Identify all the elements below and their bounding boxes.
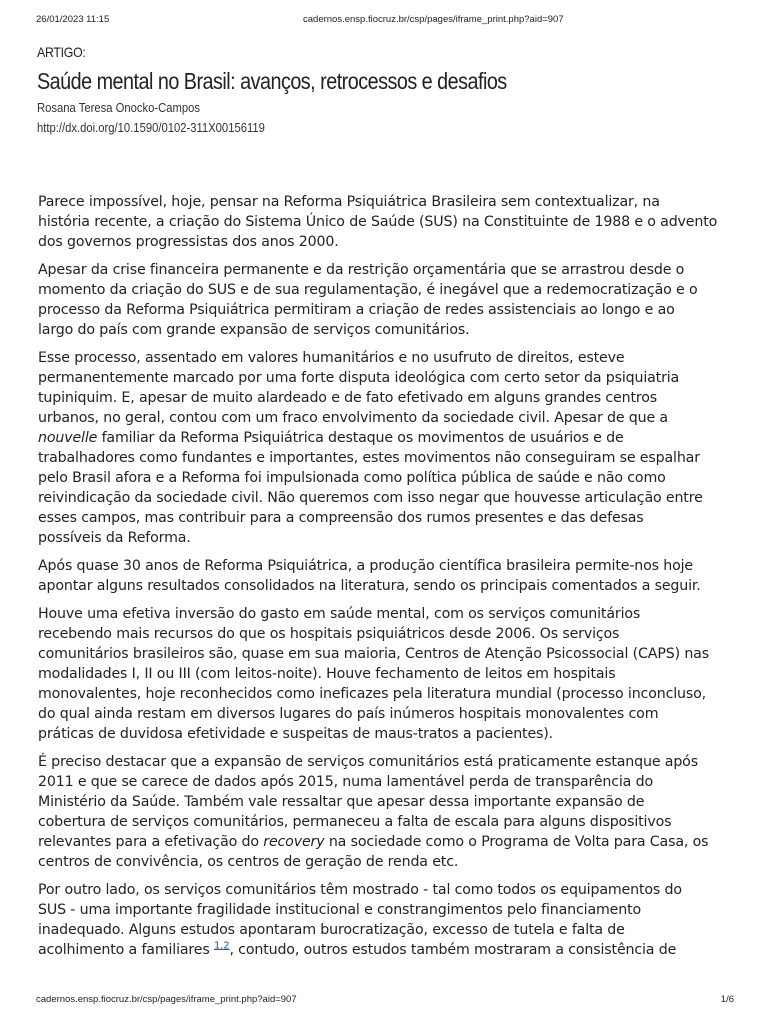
text-line xyxy=(38,448,738,468)
text-line xyxy=(38,508,738,528)
text-line xyxy=(38,812,738,832)
text-segment: Após quase 30 anos de Reforma Psiquiátrica, a produção científica brasileira permite-nos hoje xyxy=(38,558,694,574)
text-segment: acolhimento a familiares xyxy=(38,942,214,958)
text-line xyxy=(38,428,738,448)
text-line xyxy=(38,260,738,280)
text-line xyxy=(38,624,738,644)
text-segment: modalidades I, II ou III (com leitos-noite). Houve fechamento de leitos em hospitais xyxy=(38,666,616,682)
text-line xyxy=(38,724,738,744)
text-segment: Esse processo, assentado em valores humanitários e no usufruto de direitos, esteve xyxy=(38,350,625,366)
text-segment: Por outro lado, os serviços comunitários têm mostrado - tal como todos os equipamentos do xyxy=(38,882,682,898)
article-title: Saúde mental no Brasil: avanços, retrocessos e desafios xyxy=(37,68,507,94)
text-line xyxy=(38,704,738,724)
text-segment: história recente, a criação do Sistema Único de Saúde (SUS) na Constituinte de 1988 e o advento xyxy=(38,214,718,230)
text-segment: centros de convivência, os centros de geração de renda etc. xyxy=(38,854,459,870)
article-header xyxy=(37,44,737,135)
text-segment: Apesar da crise financeira permanente e da restrição orçamentária que se arrastrou desde o xyxy=(38,262,685,278)
text-line xyxy=(38,528,738,548)
text-segment: largo do país com grande expansão de serviços comunitários. xyxy=(38,322,470,338)
text-line xyxy=(38,940,738,960)
text-line xyxy=(38,772,738,792)
text-segment: momento da criação do SUS e de sua regulamentação, é inegável que a redemocratização e o xyxy=(38,282,698,298)
text-segment: do qual ainda restam em diversos lugares do país inúmeros hospitais monovalentes com xyxy=(38,706,659,722)
text-segment: SUS - uma importante fragilidade institucional e constrangimentos pelo financiamento xyxy=(38,902,642,918)
text-segment: Houve uma efetiva inversão do gasto em saúde mental, com os serviços comunitários xyxy=(38,606,641,622)
text-line xyxy=(38,320,738,340)
text-segment: Parece impossível, hoje, pensar na Reforma Psiquiátrica Brasileira sem contextualizar, na xyxy=(38,194,660,210)
paragraph xyxy=(38,348,738,548)
print-datetime: 26/01/2023 11:15 xyxy=(36,14,110,25)
text-line xyxy=(38,752,738,772)
text-line xyxy=(38,388,738,408)
text-segment: familiar da Reforma Psiquiátrica destaque os movimentos de usuários e de xyxy=(97,430,624,446)
text-segment: processo da Reforma Psiquiátrica permitiram a criação de redes assistenciais ao longo e ao xyxy=(38,302,675,318)
text-segment: , contudo, outros estudos também mostraram a consistência de xyxy=(229,942,677,958)
article-body xyxy=(38,192,738,968)
text-segment: É preciso destacar que a expansão de serviços comunitários está praticamente estanque após xyxy=(38,754,698,770)
text-line xyxy=(38,488,738,508)
text-line xyxy=(38,664,738,684)
text-line xyxy=(38,408,738,428)
paragraph xyxy=(38,752,738,872)
text-segment: pelo Brasil afora e a Reforma foi impulsionada como política pública de saúde e não como xyxy=(38,470,666,486)
text-segment: relevantes para a efetivação do xyxy=(38,834,264,850)
text-segment: reivindicação da sociedade civil. Não queremos com isso negar que houvesse articulação entre xyxy=(38,490,703,506)
text-segment: práticas de duvidosa efetividade e suspeitas de maus-tratos a pacientes). xyxy=(38,726,554,742)
text-line xyxy=(38,900,738,920)
italic-term: nouvelle xyxy=(38,430,98,446)
text-line xyxy=(38,192,738,212)
text-line xyxy=(38,792,738,812)
text-segment: apontar alguns resultados consolidados na literatura, sendo os principais comentados a seguir. xyxy=(38,578,701,594)
paragraph xyxy=(38,556,738,596)
text-segment: inadequado. Alguns estudos apontaram burocratização, excesso de tutela e falta de xyxy=(38,922,625,938)
text-line xyxy=(38,212,738,232)
page-number: 1/6 xyxy=(720,994,734,1005)
footer-url: cadernos.ensp.fiocruz.br/csp/pages/iframe_print.php?aid=907 xyxy=(36,994,297,1005)
article-doi-link[interactable]: http://dx.doi.org/10.1590/0102-311X00156119 xyxy=(37,121,265,135)
text-segment: urbanos, no geral, contou com um fraco envolvimento da sociedade civil. Apesar de que a xyxy=(38,410,668,426)
text-segment: dos governos progressistas dos anos 2000. xyxy=(38,234,339,250)
text-line xyxy=(38,852,738,872)
text-line xyxy=(38,368,738,388)
paragraph xyxy=(38,880,738,960)
text-line xyxy=(38,684,738,704)
text-segment: trabalhadores como fundantes e importantes, estes movimentos não conseguiram se espalhar xyxy=(38,450,700,466)
text-segment: Ministério da Saúde. Também vale ressaltar que apesar dessa importante expansão de xyxy=(38,794,645,810)
text-line xyxy=(38,832,738,852)
text-line xyxy=(38,348,738,368)
text-line xyxy=(38,920,738,940)
text-segment: permanentemente marcado por uma forte disputa ideológica com certo setor da psiquiatria xyxy=(38,370,680,386)
text-segment: tupiniquim. E, apesar de muito alardeado e de fato efetivado em alguns grandes centros xyxy=(38,390,658,406)
text-line xyxy=(38,556,738,576)
text-line xyxy=(38,576,738,596)
text-line xyxy=(38,300,738,320)
reference-link[interactable]: 1,2 xyxy=(213,940,230,952)
text-line xyxy=(38,280,738,300)
italic-term: recovery xyxy=(263,834,325,850)
article-author: Rosana Teresa Onocko-Campos xyxy=(37,101,201,115)
text-segment: na sociedade como o Programa de Volta para Casa, os xyxy=(324,834,709,850)
text-line xyxy=(38,232,738,252)
text-segment: recebendo mais recursos do que os hospitais psiquiátricos desde 2006. Os serviços xyxy=(38,626,620,642)
text-line xyxy=(38,880,738,900)
text-segment: esses campos, mas contribuir para a compreensão dos rumos presentes e das defesas xyxy=(38,510,644,526)
text-segment: cobertura de serviços comunitários, permaneceu a falta de escala para alguns dispositivos xyxy=(38,814,672,830)
text-segment: possíveis da Reforma. xyxy=(38,530,191,546)
text-line xyxy=(38,644,738,664)
text-segment: 2011 e que se carece de dados após 2015, numa lamentável perda de transparência do xyxy=(38,774,653,790)
text-line xyxy=(38,604,738,624)
text-line xyxy=(38,468,738,488)
section-label: ARTIGO: xyxy=(37,44,86,60)
text-segment: monovalentes, hoje reconhecidos como ineficazes pela literatura mundial (processo inconcluso, xyxy=(38,686,706,702)
text-segment: comunitários brasileiros são, quase em sua maioria, Centros de Atenção Psicossocial (CAPS) nas xyxy=(38,646,709,662)
paragraph xyxy=(38,260,738,340)
paragraph xyxy=(38,604,738,744)
print-url: cadernos.ensp.fiocruz.br/csp/pages/iframe_print.php?aid=907 xyxy=(303,14,564,25)
paragraph xyxy=(38,192,738,252)
